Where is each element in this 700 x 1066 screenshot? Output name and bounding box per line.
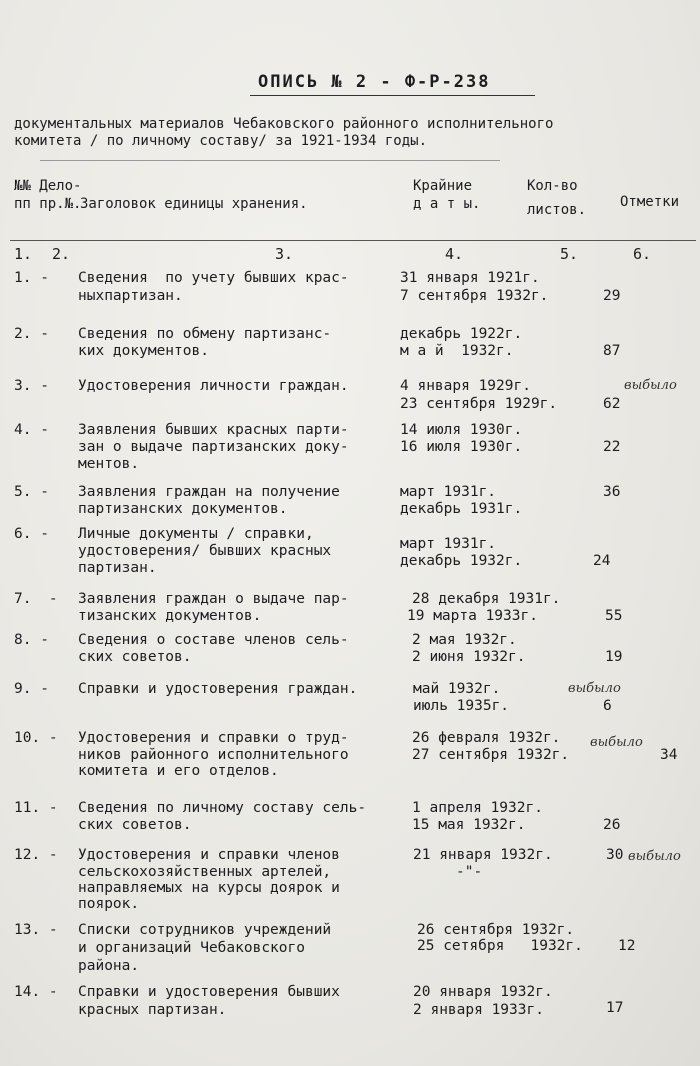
entry-10-title-3: комитета и его отделов. [78,763,279,779]
entry-5-title-2: партизанских документов. [78,501,288,517]
entry-12-number: 12. - [14,847,58,863]
document-title: ОПИСЬ № 2 - Ф-Р-238 [258,72,491,92]
header-col1-line1: №№ Дело- [14,178,82,194]
entry-14-sheets: 17 [606,1000,624,1016]
entry-8-sheets: 19 [605,649,623,665]
header-col3: Заголовок единицы хранения. [80,196,308,212]
entry-13-title-1: Списки сотрудников учреждений [78,922,332,938]
entry-8-number: 8. - [14,632,49,648]
entry-13-date-2: 25 сетября 1932г. [417,938,583,954]
entry-7-sheets: 55 [605,608,623,624]
column-number-6: 6. [633,245,652,263]
entry-3-title-1: Удостоверения личности граждан. [78,378,349,394]
column-number-3: 3. [275,245,294,263]
entry-5-number: 5. - [14,484,49,500]
entry-8-title-2: ских советов. [78,649,192,665]
entry-5-date-2: декабрь 1931г. [400,501,523,517]
entry-10-date-2: 27 сентября 1932г. [412,747,570,763]
entry-1-title-1: Сведения по учету бывших крас- [78,270,349,286]
entry-14-title-1: Справки и удостоверения бывших [78,984,340,1000]
header-col5-line2: листов. [527,202,587,218]
title-underline [250,95,535,96]
entry-13-date-1: 26 сентября 1932г. [417,922,575,938]
entry-14-date-1: 20 января 1932г. [413,984,553,1000]
entry-6-title-3: партизан. [78,560,157,576]
entry-9-date-1: май 1932г. [413,681,501,697]
entry-3-note: выбыло [624,378,677,393]
entry-5-date-1: март 1931г. [400,484,497,500]
entry-9-date-2: июль 1935г. [413,698,510,714]
entry-10-date-1: 26 февраля 1932г. [412,730,561,746]
entry-2-title-2: ких документов. [78,343,209,359]
entry-10-title-1: Удостоверения и справки о труд- [78,730,349,746]
subtitle-line-1: документальных материалов Чебаковского районного исполнительного [14,116,554,132]
entry-6-title-1: Личные документы / справки, [78,526,314,542]
entry-12-title-2: сельскохозяйственных артелей, [78,864,332,880]
entry-1-number: 1. - [14,270,49,286]
entry-3-sheets: 62 [603,396,621,412]
entry-10-note: выбыло [590,735,643,750]
entry-12-date-2: -"- [456,864,483,880]
column-number-2: 2. [52,245,71,263]
entry-3-date-1: 4 января 1929г. [400,378,531,394]
header-col4-line2: д а т ы. [413,196,481,212]
header-col5-line1: Кол-во [527,178,578,194]
dashed-rule [40,160,500,161]
entry-4-title-3: ментов. [78,456,140,472]
entry-14-title-2: красных партизан. [78,1002,227,1018]
entry-6-date-2: декабрь 1932г. [400,553,523,569]
column-number-5: 5. [560,245,579,263]
entry-2-title-1: Сведения по обмену партизанс- [78,326,332,342]
entry-3-date-2: 23 сентября 1929г. [400,396,558,412]
header-col1-line2: пп пр.№. [14,196,82,212]
header-col4-line1: Крайние [413,178,473,194]
entry-11-title-2: ских советов. [78,817,192,833]
entry-11-sheets: 26 [603,817,621,833]
entry-4-sheets: 22 [603,439,621,455]
entry-5-title-1: Заявления граждан на получение [78,484,340,500]
entry-11-date-1: 1 апреля 1932г. [412,800,543,816]
entry-7-number: 7. - [14,591,58,607]
entry-2-number: 2. - [14,326,49,342]
entry-10-number: 10. - [14,730,58,746]
entry-11-number: 11. - [14,800,58,816]
entry-12-date-1: 21 января 1932г. [413,847,553,863]
entry-8-date-1: 2 мая 1932г. [412,632,517,648]
entry-6-sheets: 24 [593,553,611,569]
entry-9-number: 9. - [14,681,49,697]
entry-7-title-1: Заявления граждан о выдаче пар- [78,591,349,607]
entry-4-date-2: 16 июля 1930г. [400,439,523,455]
column-number-1: 1. [14,245,33,263]
entry-12-sheets: 30 [606,847,624,863]
entry-1-sheets: 29 [603,288,621,304]
entry-12-title-3: направляемых на курсы доярок и [78,880,340,896]
entry-6-title-2: удостоверения/ бывших красных [78,543,332,559]
entry-3-number: 3. - [14,378,49,394]
entry-6-date-1: март 1931г. [400,536,497,552]
entry-4-title-1: Заявления бывших красных парти- [78,422,349,438]
entry-6-number: 6. - [14,526,49,542]
entry-13-number: 13. - [14,922,58,938]
entry-14-date-2: 2 января 1933г. [413,1002,544,1018]
entry-12-note: выбыло [628,849,681,864]
entry-13-sheets: 12 [618,938,636,954]
entry-2-date-2: м а й 1932г. [400,343,514,359]
entry-4-date-1: 14 июля 1930г. [400,422,523,438]
entry-11-title-1: Сведения по личному составу сель- [78,800,367,816]
header-col6: Отметки [620,194,680,210]
entry-8-date-2: 2 июня 1932г. [412,649,526,665]
header-rule [10,240,696,241]
entry-9-sheets: 6 [603,698,612,714]
entry-12-title-1: Удостоверения и справки членов [78,847,340,863]
entry-7-date-1: 28 декабря 1931г. [412,591,561,607]
entry-7-date-2: 19 марта 1933г. [407,608,538,624]
entry-5-sheets: 36 [603,484,621,500]
entry-1-date-1: 31 января 1921г. [400,270,540,286]
entry-13-title-3: района. [78,958,140,974]
entry-10-title-2: ников районного исполнительного [78,747,349,763]
entry-10-sheets: 34 [660,747,678,763]
entry-4-number: 4. - [14,422,49,438]
entry-14-number: 14. - [14,984,58,1000]
entry-9-note: выбыло [568,681,621,696]
entry-9-title-1: Справки и удостоверения граждан. [78,681,358,697]
entry-2-date-1: декабрь 1922г. [400,326,523,342]
entry-13-title-2: и организаций Чебаковского [78,940,305,956]
entry-1-date-2: 7 сентября 1932г. [400,288,549,304]
subtitle-line-2: комитета / по личному составу/ за 1921-1934 годы. [14,133,428,149]
entry-8-title-1: Сведения о составе членов сель- [78,632,349,648]
entry-12-title-4: поярок. [78,896,140,912]
entry-2-sheets: 87 [603,343,621,359]
column-number-4: 4. [445,245,464,263]
entry-1-title-2: ныхпартизан. [78,288,183,304]
entry-4-title-2: зан о выдаче партизанских доку- [78,439,349,455]
entry-11-date-2: 15 мая 1932г. [412,817,526,833]
entry-7-title-2: тизанских документов. [78,608,262,624]
